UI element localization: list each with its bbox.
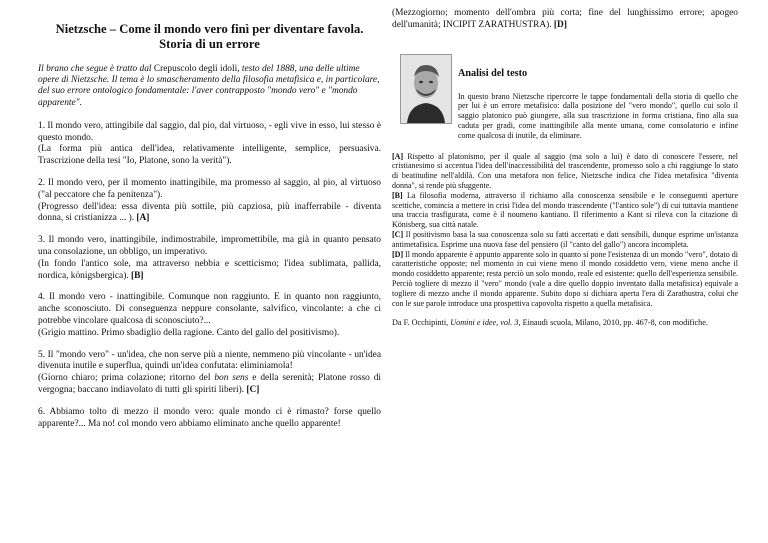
step-5-note-b: e della serenità; Platone rosso di vergogna; baccano indiavolato di tutti gli spiriti liberi). (38, 373, 381, 395)
step-6 (38, 407, 381, 431)
nietzsche-portrait-icon (400, 54, 452, 124)
step-1 (38, 121, 381, 168)
step-1-text: 1. Il mondo vero, attingibile dal saggio, dal pio, dal virtuoso, - egli vive in esso, lui stesso è questo mondo. (38, 120, 381, 143)
step-2 (38, 178, 381, 225)
intro-part-c: testo del 1888, una delle ultime opere di Nietzsche. Il tema è lo smascheramento della filosofia metafisica e, in particolare, del suo errore ontologico fondamentale: l'aver contrapposto "mondo vero" e "mondo apparente". (38, 64, 380, 108)
step-6-text: 6. Abbiamo tolto di mezzo il mondo vero: quale mondo ci è rimasto? forse quello apparente?... Ma no! col mondo vero abbiamo eliminato anche quello apparente! (38, 406, 381, 429)
step-4-text: 4. Il mondo vero - inattingibile. Comunque non raggiunto. E in quanto non raggiunto, anche sconosciuto. Di conseguenza neppure consolante, salvifico, vincolante: a che ci potrebbe vincolare qualcosa di sconosciuto?... (38, 292, 381, 326)
para-a-text: Rispetto al platonismo, per il quale al saggio (ma solo a lui) è dato di conoscere l'essere, nel cristianesimo si accentua l'idea dell'inaccessibilità del trascendente, promesso solo a chi raggiunge lo stato di beatitudine nell'aldilà. Con una metafora non felice, Nietzsche indica che l'idea metafisica "diventa donna", si rende più sfuggente. (392, 151, 738, 190)
analysis-para-b (392, 191, 738, 230)
right-column (392, 8, 738, 328)
document-title (38, 22, 381, 52)
left-column (38, 22, 381, 440)
step-2-text: 2. Il mondo vero, per il momento inattingibile, ma promesso al saggio, al pio, al virtuoso ("al peccatore che fa penitenza"). (38, 178, 381, 200)
para-c-tag: [C] (392, 229, 404, 239)
source-part-b: , Einaudi scuola, Milano, 2010, pp. 467-8, con modifiche. (518, 318, 708, 328)
title-line-1: Nietzsche – Come il mondo vero finì per diventare favola. (55, 22, 364, 36)
step-2-note-text: (Progresso dell'idea: essa diventa più sottile, più capziosa, più inafferrabile - diventa donna, si cristianizza ... ). (38, 201, 381, 224)
step-3-text: 3. Il mondo vero, inattingibile, indimostrabile, impromettibile, ma già in quanto pensato una consolazione, un obbligo, un imperativo. (38, 235, 381, 257)
step-3-note (38, 259, 381, 283)
step-2-note (38, 202, 381, 226)
step-2-tag: [A] (136, 213, 150, 224)
portrait-drawing (401, 55, 451, 123)
analysis-para-c (392, 230, 738, 250)
source-citation (392, 318, 738, 328)
step-5 (38, 350, 381, 397)
step-5-tag: [C] (246, 384, 260, 395)
para-b-text: La filosofia moderna, attraverso il richiamo alla conoscenza sensibile e le conseguenti aperture scettiche, comincia a mettere in crisi l'idea del mondo trascendente ("l'antico sole") di cui tuttavia mantiene una traccia trasfigurata, come è il noumeno kantiano. Il riferimento a Kant si rileva con la citazione di Könisberg, sua città natale. (392, 190, 738, 230)
step-3-tag: [B] (131, 270, 144, 281)
title-line-2: Storia di un errore (159, 37, 260, 51)
intro-book-title: Crepuscolo degli idoli, (151, 64, 242, 74)
analysis-paragraphs (392, 152, 738, 309)
continuation-tag: [D] (553, 19, 567, 30)
para-a-tag: [A] (392, 151, 404, 161)
continuation-text: (Mezzogiorno; momento dell'ombra più corta; fine del lunghissimo errore; apogeo dell'umanità; INCIPIT ZARATHUSTRA). (392, 8, 738, 30)
step-5-note-italic: bon sens (214, 373, 249, 384)
step-5-note-a: (Giorno chiaro; prima colazione; ritorno del (38, 373, 215, 384)
source-part-a: Da F. Occhipinti, (392, 318, 451, 328)
intro-paragraph (38, 64, 381, 109)
step-3 (38, 235, 381, 282)
step-3-note-text: (In fondo l'antico sole, ma attraverso nebbia e scetticismo; l'idea sublimata, pallida, nordica, königsbergica). (38, 258, 381, 281)
analysis-para-d (392, 250, 738, 309)
para-b-tag: [B] (392, 190, 403, 200)
step-4-note: (Grigio mattino. Primo sbadiglio della ragione. Canto del gallo del positivismo). (38, 327, 340, 338)
analysis-header-block (392, 48, 738, 152)
analysis-intro: In questo brano Nietzsche ripercorre le tappe fondamentali della storia di quello che per lui è un errore metafisico: dalla posizione del "vero mondo", quello cui solo il saggio platonico può giungere, alla sua trascrizione in forma cristiana, fino alla sua caduta per gradi, come inattingibile alla mente umana, come consolatorio e infine come qualcosa di inutile, da eliminare. (458, 91, 738, 140)
intro-part-a: Il brano che segue è tratto dal (38, 64, 152, 74)
analysis-para-a (392, 152, 738, 191)
para-c-text: Il positivismo basa la sua conoscenza solo su fatti accertati e dati sensibili, dunque esprime un'istanza antimetafisica. Esprime una nuova fase del pensiero (il "canto del gallo") ancora incompleta. (392, 229, 738, 249)
step-5-text: 5. Il "mondo vero" - un'idea, che non serve più a niente, nemmeno più vincolante - un'idea divenuta inutile e superflua, quindi un'idea confutata: eliminiamola! (38, 349, 381, 372)
source-book-title: Uomini e idee, vol. 3 (450, 318, 519, 328)
step-5-note (38, 373, 381, 397)
para-d-tag: [D] (392, 249, 404, 259)
analysis-title: Analisi del testo (458, 67, 528, 79)
step-4 (38, 292, 381, 339)
step-6-continuation (392, 8, 738, 32)
para-d-text: Il mondo apparente è appunto apparente solo in quanto si pone l'esistenza di un mondo "vero", dotato di caratteristiche opposte; nel momento in cui viene meno il mondo cosiddetto vero, viene meno anche il mondo cosiddetto apparente; resta perciò un solo mondo, reale ed esistente: quello dell'esperienza sensibile. Perciò togliere di mezzo il "vero" mondo (vale a dire quello doppio inventato dalla metafisica) equivale a togliere di mezzo anche il mondo apparente. Subito dopo si dichiara aperta l'era di Zarathustra, colui che con le sue parole introduce una prospettiva capovolta rispetto a quella metafisica. (392, 249, 738, 308)
step-1-note: (La forma più antica dell'idea, relativamente intelligente, semplice, persuasiva. Trascrizione della tesi "Io, Platone, sono la verità"). (38, 144, 381, 167)
